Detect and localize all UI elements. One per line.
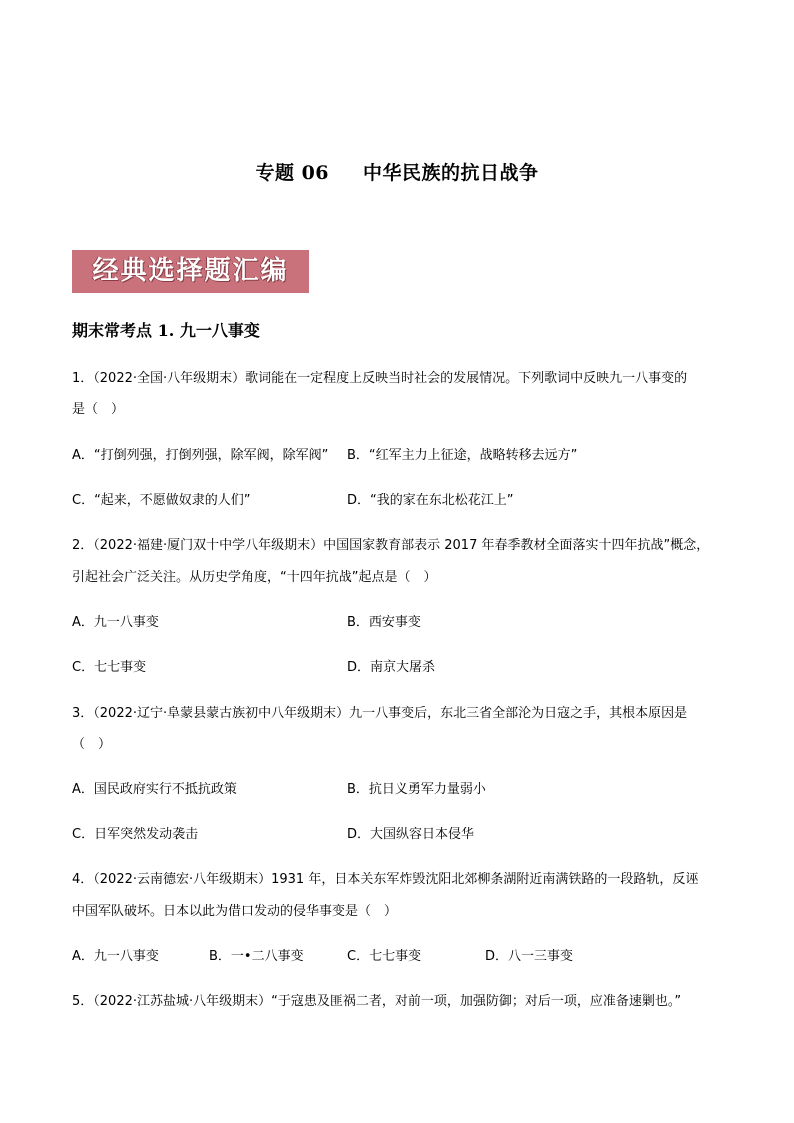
question-4-stem-cont: 中国军队破坏。日本以此为借口发动的侵华事变是（ ） [72,904,398,919]
section-banner: 经典选择题汇编 [72,250,309,293]
question-2-option-b: B．西安事变 [347,615,421,630]
title-topic-number: 专题 06 [255,162,330,184]
document-title [0,158,794,185]
question-3-option-a: A．国民政府实行不抵抗政策 [72,782,237,797]
question-1-option-c: C．“起来，不愿做奴隶的人们” [72,493,251,508]
question-1-stem-cont: 是（ ） [72,402,125,417]
question-4-option-b: B．一•二八事变 [209,949,304,964]
section-heading: 期末常考点 1. 九一八事变 [72,321,260,340]
question-1-option-b: B．“红军主力上征途，战略转移去远方” [347,448,578,463]
question-5-stem: 5．（2022·江苏盐城·八年级期末）“于寇患及匪祸二者，对前一项，加强防御；对后一项，应准备速剿也。” [72,994,682,1009]
question-3-stem-cont: （ ） [72,737,112,752]
question-1-stem: 1．（2022·全国·八年级期末）歌词能在一定程度上反映当时社会的发展情况。下列歌词中反映九一八事变的 [72,371,688,386]
question-1-option-d: D．“我的家在东北松花江上” [347,493,514,508]
question-2-stem: 2．（2022·福建·厦门双十中学八年级期末）中国国家教育部表示 2017 年春季教材全面落实十四年抗战”概念， [72,538,710,553]
question-3-option-c: C．日军突然发动袭击 [72,827,199,842]
question-2-option-a: A．九一八事变 [72,615,159,630]
question-4-option-c: C．七七事变 [347,949,422,964]
question-3-option-d: D．大国纵容日本侵华 [347,827,475,842]
question-2-option-d: D．南京大屠杀 [347,660,436,675]
question-1-option-a: A．“打倒列强，打倒列强，除军阀，除军阀” [72,448,329,463]
question-4-stem: 4．（2022·云南德宏·八年级期末）1931 年，日本关东军炸毁沈阳北郊柳条湖附近南满铁路的一段路轨，反诬 [72,872,699,887]
question-4-option-a: A．九一八事变 [72,949,159,964]
question-2-option-c: C．七七事变 [72,660,147,675]
title-topic-name: 中华民族的抗日战争 [363,162,539,184]
question-3-stem: 3．（2022·辽宁·阜蒙县蒙古族初中八年级期末）九一八事变后，东北三省全部沦为日寇之手，其根本原因是 [72,706,688,721]
question-2-stem-cont: 引起社会广泛关注。从历史学角度，“十四年抗战”起点是（ ） [72,570,437,585]
question-4-option-d: D．八一三事变 [485,949,574,964]
question-3-option-b: B．抗日义勇军力量弱小 [347,782,486,797]
